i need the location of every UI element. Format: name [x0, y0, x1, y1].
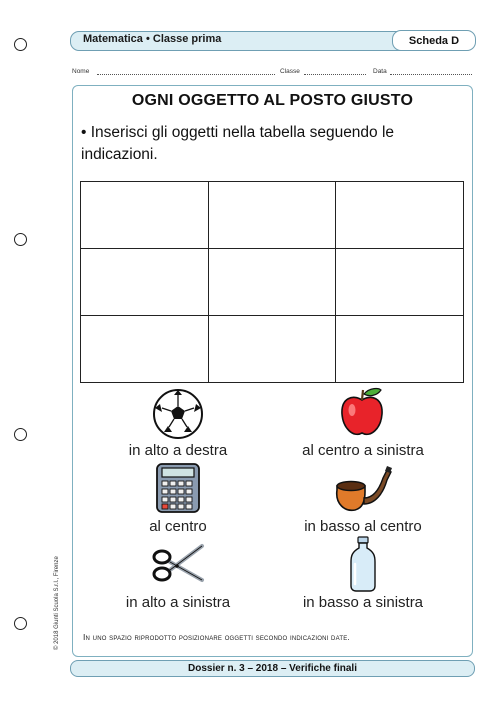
item-bottle	[273, 538, 453, 618]
binder-hole	[14, 617, 27, 630]
pipe-icon	[331, 464, 393, 516]
header-bar	[70, 31, 475, 51]
exercise-card	[72, 85, 473, 657]
class-field[interactable]	[304, 74, 366, 75]
name-label: Nome	[72, 68, 90, 75]
date-field[interactable]	[390, 74, 472, 75]
item-soccer-ball	[88, 386, 268, 466]
item-label: in alto a destra	[128, 442, 228, 459]
exercise-title: OGNI OGGETTO AL POSTO GIUSTO	[131, 92, 414, 109]
grid-cell[interactable]	[336, 316, 464, 383]
binder-hole	[14, 38, 27, 51]
item-calculator	[88, 462, 268, 542]
item-pipe	[273, 462, 453, 542]
item-label: al centro	[149, 518, 207, 535]
item-label: al centro a sinistra	[302, 442, 424, 459]
binder-hole	[14, 428, 27, 441]
soccer-ball-icon	[152, 388, 204, 440]
binder-hole	[14, 233, 27, 246]
grid-cell[interactable]	[81, 249, 209, 316]
item-scissors	[88, 538, 268, 618]
item-label: in alto a sinistra	[125, 594, 231, 611]
placement-grid	[80, 181, 464, 383]
bottle-icon	[347, 536, 379, 592]
grid-cell[interactable]	[208, 316, 336, 383]
sheet-label: Scheda D	[392, 30, 476, 51]
footnote: In uno spazio riprodotto posizionare oggetti secondo indicazioni date.	[83, 632, 350, 642]
item-apple	[273, 386, 453, 466]
item-label: in basso al centro	[304, 518, 422, 535]
name-field[interactable]	[97, 74, 275, 75]
grid-cell[interactable]	[81, 182, 209, 249]
scissors-icon	[150, 540, 206, 590]
grid-cell[interactable]	[208, 249, 336, 316]
calculator-icon	[155, 462, 201, 514]
apple-icon	[335, 386, 389, 440]
item-label: in basso a sinistra	[302, 594, 424, 611]
grid-cell[interactable]	[336, 249, 464, 316]
exercise-instruction: • Inserisci gli oggetti nella tabella seguendo le indicazioni.	[81, 124, 395, 163]
class-label: Classe	[280, 68, 300, 75]
date-label: Data	[373, 68, 387, 75]
copyright-text: © 2018 Giunti Scuola S.r.l., Firenze	[54, 556, 60, 650]
footer-bar: Dossier n. 3 – 2018 – Verifiche finali	[70, 660, 475, 677]
grid-cell[interactable]	[336, 182, 464, 249]
grid-cell[interactable]	[208, 182, 336, 249]
grid-cell[interactable]	[81, 316, 209, 383]
subject-label: Matematica • Classe prima	[83, 33, 222, 45]
